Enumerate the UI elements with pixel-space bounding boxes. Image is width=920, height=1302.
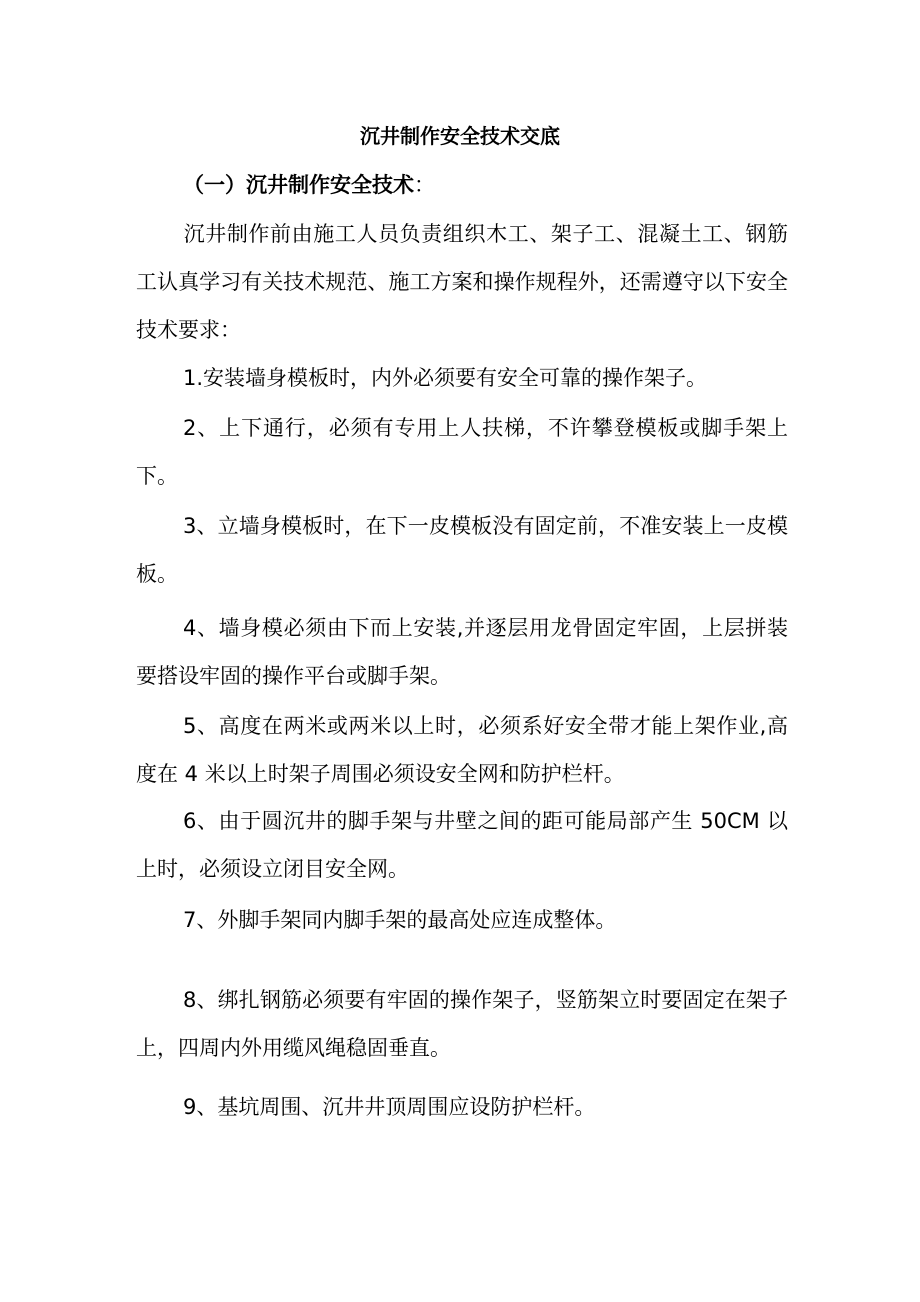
list-item-6 xyxy=(136,797,788,893)
list-item-5 xyxy=(136,702,788,798)
section-heading-colon: ： xyxy=(414,173,435,197)
section-heading xyxy=(183,170,435,200)
list-item-text: 4、墙身模必须由下而上安装,并逐层用龙骨固定牢固，上层拼装要搭设牢固的操作平台或脚手架。 xyxy=(136,616,788,688)
list-item-4 xyxy=(136,604,788,700)
section-heading-text: （一）沉井制作安全技术 xyxy=(183,173,414,197)
list-item-text: 2、上下通行，必须有专用上人扶梯，不许攀登模板或脚手架上下。 xyxy=(136,416,788,488)
intro-text: 沉井制作前由施工人员负责组织木工、架子工、混凝土工、钢筋工认真学习有关技术规范、施工方案和操作规程外，还需遵守以下安全技术要求： xyxy=(136,222,788,342)
list-item-text: 3、立墙身模板时，在下一皮模板没有固定前，不准安装上一皮模板。 xyxy=(136,514,788,586)
list-item-9 xyxy=(136,1083,788,1131)
list-item-text: 6、由于圆沉井的脚手架与井壁之间的距可能局部产生 50CM 以上时，必须设立闭目安全网。 xyxy=(136,809,788,881)
list-item-7 xyxy=(136,896,788,944)
list-item-3 xyxy=(136,502,788,598)
document-title: 沉井制作安全技术交底 xyxy=(360,124,560,148)
list-item-text: 7、外脚手架同内脚手架的最高处应连成整体。 xyxy=(183,908,617,932)
intro-paragraph xyxy=(136,210,788,354)
list-item-8 xyxy=(136,976,788,1072)
list-item-1 xyxy=(136,354,788,402)
list-item-2 xyxy=(136,404,788,500)
list-item-text: 9、基坑周围、沉井井顶周围应设防护栏杆。 xyxy=(183,1095,596,1119)
list-item-text: 5、高度在两米或两米以上时，必须系好安全带才能上架作业,高度在 4 米以上时架子周围必须设安全网和防护栏杆。 xyxy=(136,714,788,786)
list-item-text: 8、绑扎钢筋必须要有牢固的操作架子，竖筋架立时要固定在架子上，四周内外用缆风绳稳固垂直。 xyxy=(136,988,788,1060)
list-item-text: 1.安装墙身模板时，内外必须要有安全可靠的操作架子。 xyxy=(183,366,708,390)
